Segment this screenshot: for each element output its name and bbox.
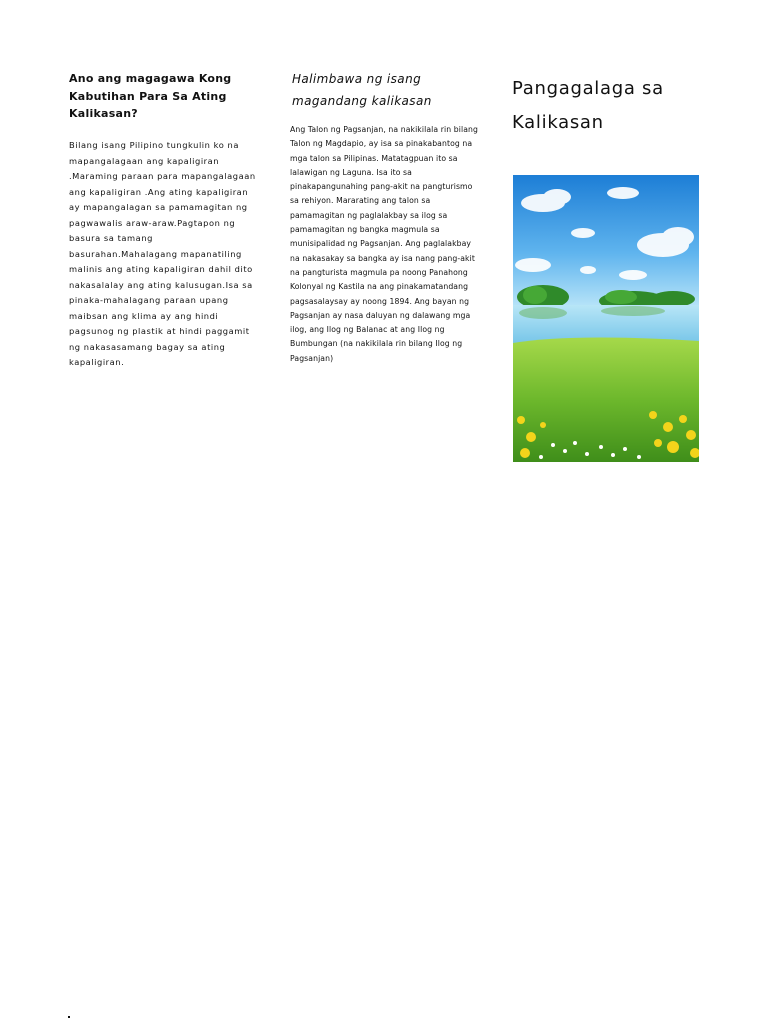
brochure-title: Pangagalaga sa Kalikasan — [512, 78, 664, 133]
left-heading: Ano ang magagawa Kong Kabutihan Para Sa Ating Kalikasan? — [69, 72, 232, 120]
page-mark — [68, 1016, 70, 1018]
middle-heading: Halimbawa ng isang magandang kalikasan — [292, 72, 432, 108]
left-body-text: Bilang isang Pilipino tungkulin ko na mapangalagaan ang kapaligiran .Maraming paraan para mapangalagaan ang kapaligiran .Ang ating kapaligiran ay mapangalagan sa pamamagitan ng pagwawalis araw-araw.Pagtapon ng basura sa tamang basurahan.Mahalagang mapanatiling malinis ang ating kapaligiran dahil dito nakasalalay ang ating kalusugan.Isa sa pinaka-mahalagang paraan upang maibsan ang klima ay ang hindi pagsunog ng plastik at hindi paggamit ng nakasasamang bagay sa ating kapaligiran. — [69, 140, 256, 367]
middle-body-text: Ang Talon ng Pagsanjan, na nakikilala rin bilang Talon ng Magdapio, ay isa sa pinakabantog na mga talon sa Pilipinas. Matatagpuan ito sa lalawigan ng Laguna. Isa ito sa pinakapangunahing pang-akit na pangturismo sa rehiyon. Mararating ang talon sa pamamagitan ng paglalakbay sa ilog sa pamamagitan ng bangka magmula sa munisipalidad ng Pagsanjan. Ang paglalakbay na nakasakay sa bangka ay isa nang pang-akit na pangturista magmula pa noong Panahong Kolonyal ng Kastila na ang pinakamatandang pagsasalaysay ay noong 1894. Ang bayan ng Pagsanjan ay nasa daluyan ng dalawang mga ilog, ang Ilog ng Balanac at ang Ilog ng Bumbungan (na nakikilala rin bilang Ilog ng Pagsanjan) — [290, 125, 478, 363]
nature-landscape-image — [513, 175, 699, 462]
